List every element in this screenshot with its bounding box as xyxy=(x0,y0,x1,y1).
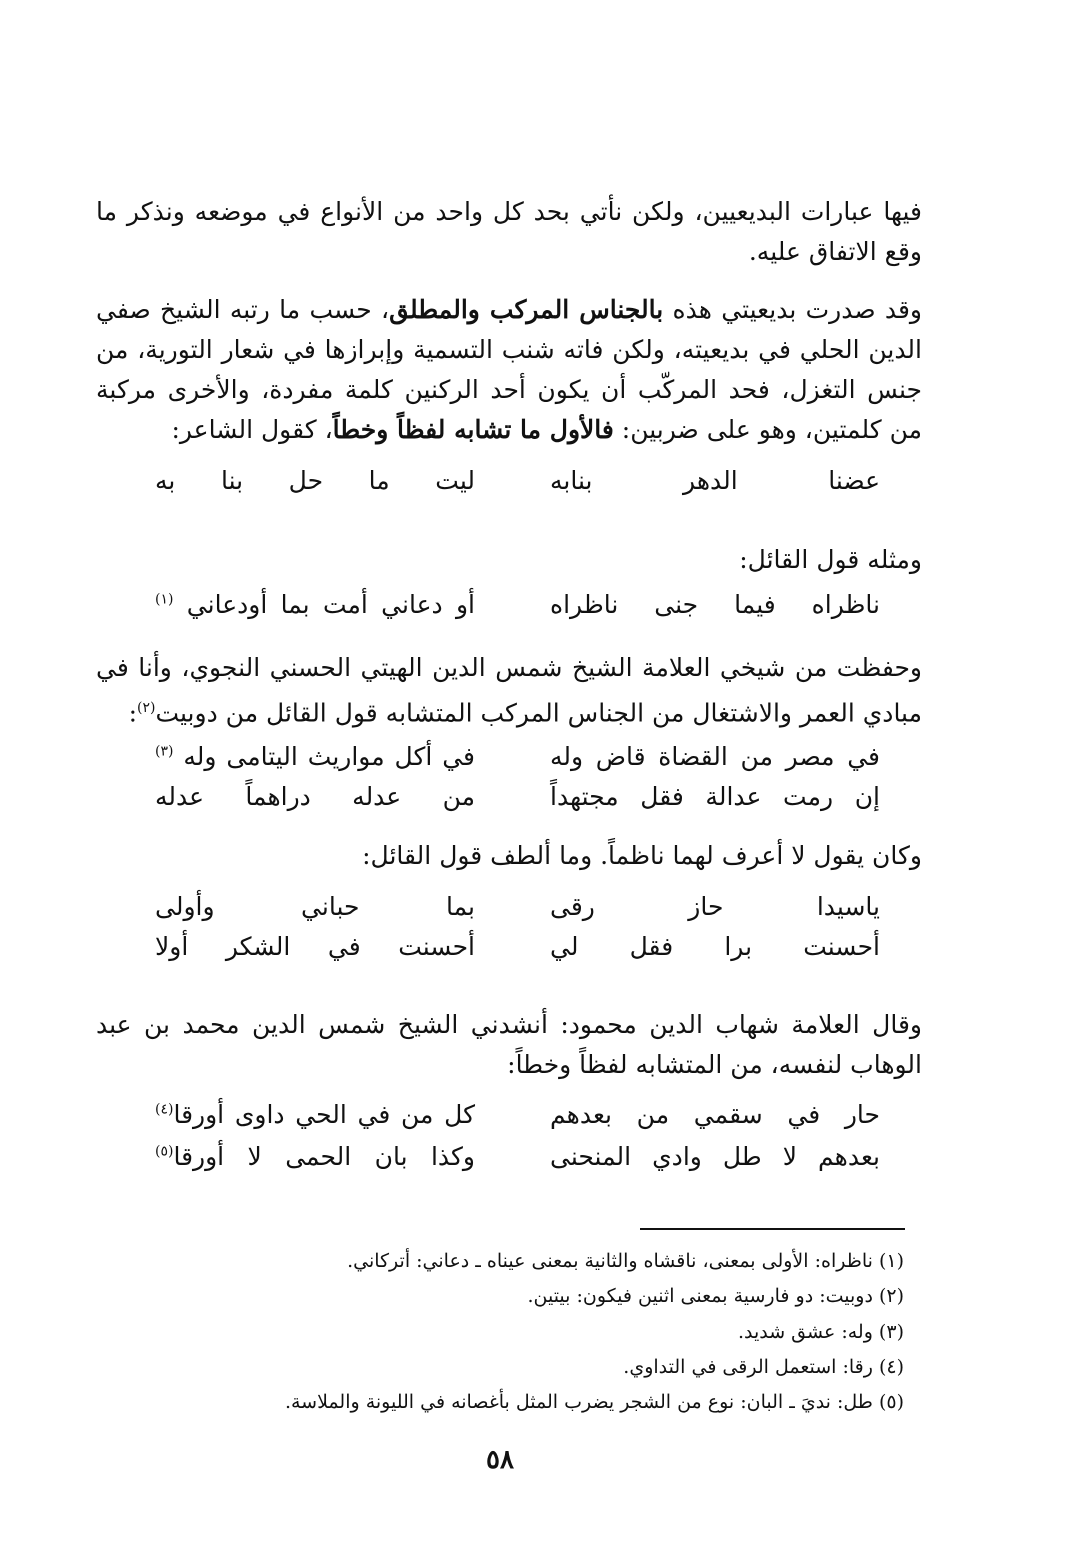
verse-6-left-hemistich: أحسنت في الشكر أولا xyxy=(155,932,475,961)
footnote-1: (١) ناظراه: الأولى بمعنى، ناقشاه والثانية بمعنى عيناه ـ دعاني: أتركاني. xyxy=(347,1250,904,1272)
verse-7-left-hemistich xyxy=(155,1100,475,1129)
verse-3-left-hemistich xyxy=(155,742,475,771)
paragraph-2-text-b: ، حسب ما رتبه الشيخ صفي الدين الحلي في بديعيته، ولكن فاته شنب التسمية وإبرازها في شعار التورية، من جنس التغزل، فحد المركّب أن يكون أحد الركنين كلمة مفردة، والأخرى مركبة من كلمتين، وهو على ضربين: xyxy=(96,295,922,444)
paragraph-4-text: وحفظت من شيخي العلامة الشيخ شمس الدين الهيتي الحسني النجوي، وأنا في مبادي العمر والاشتغال من الجناس المركب المتشابه قول القائل من دوبيت xyxy=(96,653,922,728)
paragraph-5 xyxy=(96,836,922,876)
footnote-5: (٥) طل: نديَ ـ البان: نوع من الشجر يضرب المثل بأغصانه في الليونة والملاسة. xyxy=(284,1391,904,1413)
verse-5-left-hemistich: بما حباني وأولى xyxy=(155,892,475,921)
verse-6-right-hemistich: أحسنت برا فقل لي xyxy=(550,932,880,961)
footnote-3: (٣) وله: عشق شديد. xyxy=(737,1321,904,1343)
paragraph-2 xyxy=(96,290,922,450)
verse-4-left-hemistich: من عدله دراهماً عدله xyxy=(155,782,475,811)
verse-2-right-hemistich: ناظراه فيما جنى ناظراه xyxy=(550,590,880,619)
verse-8-left-hemistich xyxy=(155,1142,475,1171)
verse-2 xyxy=(120,590,880,630)
verse-4-right-hemistich: إن رمت عدالة فقل مجتهداً xyxy=(550,782,880,811)
verse-6 xyxy=(120,932,880,972)
verse-8-left-text: وكذا بان الحمى لا أورقا xyxy=(173,1142,475,1171)
paragraph-6 xyxy=(96,1005,922,1085)
paragraph-2-bold-a: بالجناس المركب والمطلق xyxy=(389,295,664,324)
footnote-4: (٤) رقا: استعمل الرقى في التداوي. xyxy=(623,1356,904,1378)
footnote-2: (٢) دوبيت: دو فارسية بمعنى اثنين فيكون: بيتين. xyxy=(527,1285,904,1307)
verse-7-left-text: كل من في الحي داوى أورقا xyxy=(173,1100,475,1129)
footnote-mark-4: (٤) xyxy=(155,1101,174,1118)
footnote-mark-1: (١) xyxy=(155,591,174,608)
verse-8 xyxy=(120,1142,880,1182)
footnote-mark-3: (٣) xyxy=(155,743,174,760)
verse-5-right-hemistich: ياسيدا حاز رقى xyxy=(550,892,880,921)
paragraph-4-end: : xyxy=(128,698,137,728)
verse-3-left-text: في أكل مواريث اليتامى وله xyxy=(183,742,475,771)
verse-3-right-hemistich: في مصر من القضاة قاض وله xyxy=(550,742,880,771)
paragraph-6-text: وقال العلامة شهاب الدين محمود: أنشدني الشيخ شمس الدين محمد بن عبد الوهاب لنفسه، من المتشابه لفظاً وخطاً: xyxy=(96,1010,922,1079)
verse-4 xyxy=(120,782,880,822)
verse-3 xyxy=(120,742,880,782)
paragraph-1 xyxy=(96,192,922,272)
page-number: ٥٨ xyxy=(486,1445,514,1475)
paragraph-3 xyxy=(96,540,922,580)
verse-7-right-hemistich: حار في سقمي من بعدهم xyxy=(550,1100,880,1129)
paragraph-4 xyxy=(96,648,922,733)
verse-8-right-hemistich: بعدهم لا طل وادي المنحنى xyxy=(550,1142,880,1171)
footnote-mark-5: (٥) xyxy=(155,1143,174,1160)
paragraph-3-text: ومثله قول القائل: xyxy=(739,545,922,574)
verse-7 xyxy=(120,1100,880,1140)
verse-1 xyxy=(120,466,880,506)
footnote-mark-2: (٢) xyxy=(137,700,156,716)
paragraph-2-text-c: ، كقول الشاعر: xyxy=(171,415,333,444)
verse-2-left-text: أو دعاني أمت بما أودعاني xyxy=(186,590,475,619)
paragraph-2-text-a: وقد صدرت بديعيتي هذه xyxy=(663,295,922,324)
paragraph-1-text: فيها عبارات البديعيين، ولكن نأتي بحد كل واحد من الأنواع في موضعه ونذكر ما وقع الاتفاق عليه. xyxy=(96,197,922,266)
verse-1-right-hemistich: عضنا الدهر بنابه xyxy=(550,466,880,495)
verse-2-left-hemistich xyxy=(155,590,475,619)
verse-1-left-hemistich: ليت ما حل بنا به xyxy=(155,466,475,495)
verse-5 xyxy=(120,892,880,932)
footnote-separator xyxy=(640,1228,905,1230)
paragraph-2-bold-b: فالأول ما تشابه لفظاً وخطاً xyxy=(332,415,614,444)
paragraph-5-text: وكان يقول لا أعرف لهما ناظماً. وما ألطف قول القائل: xyxy=(362,841,922,870)
